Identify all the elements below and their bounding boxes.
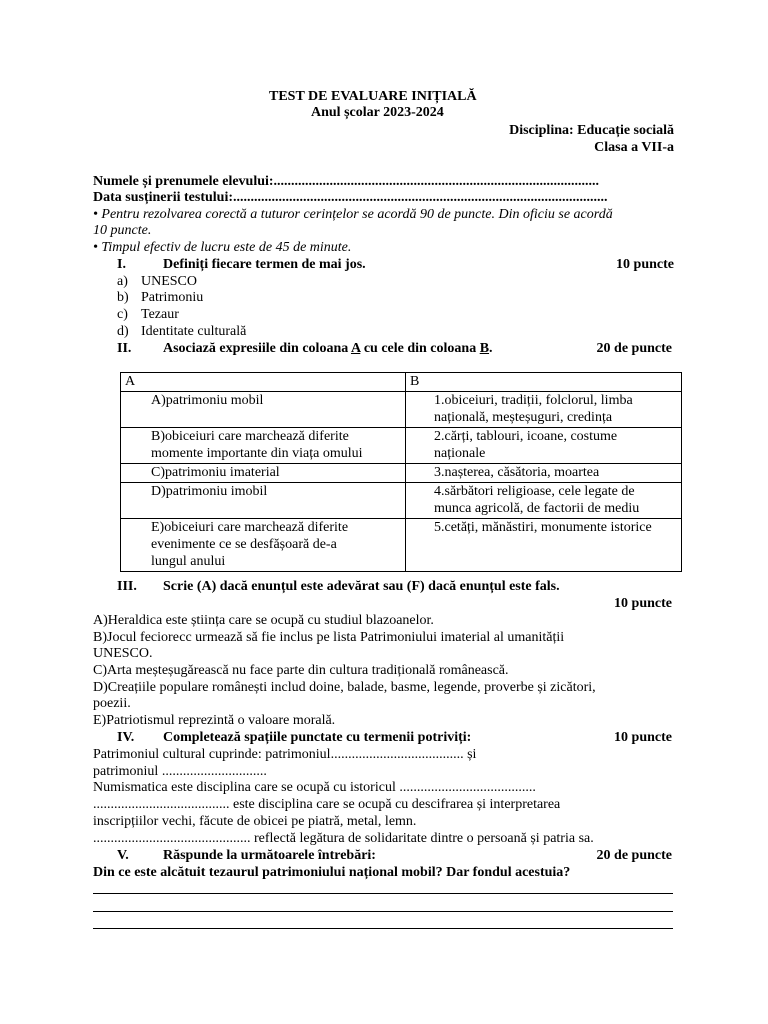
section-3-heading — [117, 578, 560, 595]
list-item-letter: a) — [117, 274, 128, 289]
section-5-heading — [117, 847, 376, 864]
section-2-heading — [117, 340, 493, 357]
cell-line: 5.cetăți, mănăstiri, monumente istorice — [434, 520, 652, 535]
list-item-letter: d) — [117, 324, 129, 339]
section-3-points: 10 puncte — [614, 596, 672, 611]
question-text: Din ce este alcătuit tezaurul patrimoniului național mobil? Dar fondul acestuia? — [93, 865, 571, 880]
cell-line: D)patrimoniu imobil — [151, 484, 268, 499]
column-b-header: B — [406, 373, 682, 392]
list-item — [117, 323, 246, 340]
section-2-title-mid: cu cele din coloana — [360, 341, 480, 356]
scoring-note: • Pentru rezolvarea corectă a tuturor cerințelor se acordă 90 de puncte. Din oficiu se acordă — [93, 207, 613, 222]
section-3-number: III. — [117, 579, 137, 594]
time-note: • Timpul efectiv de lucru este de 45 de minute. — [93, 240, 352, 255]
table-row — [121, 519, 682, 572]
table-cell-a — [121, 483, 406, 519]
list-item — [117, 306, 179, 323]
section-5-points: 20 de puncte — [596, 848, 672, 863]
section-1-title: Definiți fiecare termen de mai jos. — [163, 257, 366, 272]
section-1-heading — [117, 256, 366, 273]
column-b-ref: B — [479, 341, 490, 356]
student-name-field: Numele și prenumele elevului:............................................................................................. — [93, 174, 600, 189]
cell-line: 4.sărbători religioase, cele legate de — [434, 484, 635, 499]
table-row — [121, 428, 682, 464]
table-cell-a — [121, 519, 406, 572]
table-cell-a — [121, 464, 406, 483]
cell-line: evenimente ce se desfășoară de-a — [151, 537, 337, 552]
fill-in-line: ....................................... este disciplina care se ocupă cu descifrarea și interpretarea — [93, 797, 561, 812]
section-5-number: V. — [117, 848, 129, 863]
section-4-heading — [117, 729, 471, 746]
list-item-letter: b) — [117, 290, 129, 305]
table-cell-b — [406, 519, 682, 572]
section-1-number: I. — [117, 257, 126, 272]
column-a-header: A — [121, 373, 406, 392]
list-item — [117, 289, 203, 306]
cell-line: munca agricolă, de factorii de mediu — [434, 501, 640, 516]
discipline: Disciplina: Educație socială — [509, 123, 674, 138]
fill-in-line: patrimoniul .............................. — [93, 764, 267, 779]
fill-in-line: Numismatica este disciplina care se ocupă cu istoricul ....................................... — [93, 780, 536, 795]
section-2-number: II. — [117, 341, 132, 356]
cell-line: 1.obiceiuri, tradiții, folclorul, limba — [434, 393, 633, 408]
section-2-points: 20 de puncte — [596, 341, 672, 356]
section-4-title: Completează spațiile punctate cu termenii potriviți: — [163, 730, 472, 745]
answer-line[interactable] — [93, 911, 673, 912]
list-item-text: Patrimoniu — [141, 290, 204, 305]
class-label: Clasa a VII-a — [594, 140, 674, 155]
section-1-points: 10 puncte — [616, 257, 674, 272]
statement-line: E)Patriotismul reprezintă o valoare morală. — [93, 713, 336, 728]
cell-line: momente importante din viața omului — [151, 446, 363, 461]
list-item-text: Tezaur — [141, 307, 179, 322]
section-5-title: Răspunde la următoarele întrebări: — [163, 848, 376, 863]
school-year: Anul școlar 2023-2024 — [311, 105, 444, 120]
fill-in-line: Patrimoniul cultural cuprinde: patrimoniul...................................... și — [93, 747, 477, 762]
cell-line: națională, meșteșuguri, credința — [434, 410, 613, 425]
list-item-letter: c) — [117, 307, 128, 322]
test-title: TEST DE EVALUARE INIȚIALĂ — [269, 89, 477, 104]
table-cell-b — [406, 392, 682, 428]
section-4-points: 10 puncte — [614, 730, 672, 745]
statement-line: C)Arta meșteșugărească nu face parte din cultura tradițională românească. — [93, 663, 509, 678]
statement-line: poezii. — [93, 696, 131, 711]
answer-line[interactable] — [93, 928, 673, 929]
section-2-title-end: . — [489, 341, 493, 356]
list-item-text: Identitate culturală — [141, 324, 247, 339]
table-row — [121, 464, 682, 483]
statement-line: A)Heraldica este știința care se ocupă cu studiul blazoanelor. — [93, 613, 434, 628]
list-item — [117, 273, 197, 290]
cell-line: naționale — [434, 446, 486, 461]
fill-in-line: inscripțiilor vechi, făcute de obicei pe piatră, metal, lemn. — [93, 814, 417, 829]
cell-line: lungul anului — [151, 554, 226, 569]
statement-line: UNESCO. — [93, 646, 153, 661]
cell-line: B)obiceiuri care marchează diferite — [151, 429, 349, 444]
table-cell-b — [406, 428, 682, 464]
table-cell-a — [121, 392, 406, 428]
cell-line: A)patrimoniu mobil — [151, 393, 264, 408]
matching-table — [120, 372, 682, 572]
column-a-ref: A — [350, 341, 361, 356]
cell-line: C)patrimoniu imaterial — [151, 465, 280, 480]
table-cell-b — [406, 464, 682, 483]
section-2-title: Asociază expresiile din coloana — [163, 341, 351, 356]
table-row — [121, 483, 682, 519]
answer-line[interactable] — [93, 893, 673, 894]
table-row — [121, 392, 682, 428]
cell-line: 2.cărți, tablouri, icoane, costume — [434, 429, 618, 444]
statement-line: B)Jocul feciorесc urmează să fie inclus pe lista Patrimoniului imaterial al umanității — [93, 630, 565, 645]
scoring-note-cont: 10 puncte. — [93, 223, 152, 238]
table-cell-b — [406, 483, 682, 519]
section-3-title: Scrie (A) dacă enunțul este adevărat sau (F) dacă enunțul este fals. — [163, 579, 560, 594]
fill-in-line: ............................................. reflectă legătura de solidaritate dintre o persoană și patria sa. — [93, 831, 594, 846]
table-cell-a — [121, 428, 406, 464]
statement-line: D)Creațiile populare românești includ doine, balade, basme, legende, proverbe și zicători, — [93, 680, 596, 695]
list-item-text: UNESCO — [141, 274, 198, 289]
section-4-number: IV. — [117, 730, 135, 745]
test-date-field: Data susținerii testului:........................................................................................................... — [93, 190, 608, 205]
cell-line: E)obiceiuri care marchează diferite — [151, 520, 349, 535]
table-header-row — [121, 373, 682, 392]
cell-line: 3.nașterea, căsătoria, moartea — [434, 465, 600, 480]
